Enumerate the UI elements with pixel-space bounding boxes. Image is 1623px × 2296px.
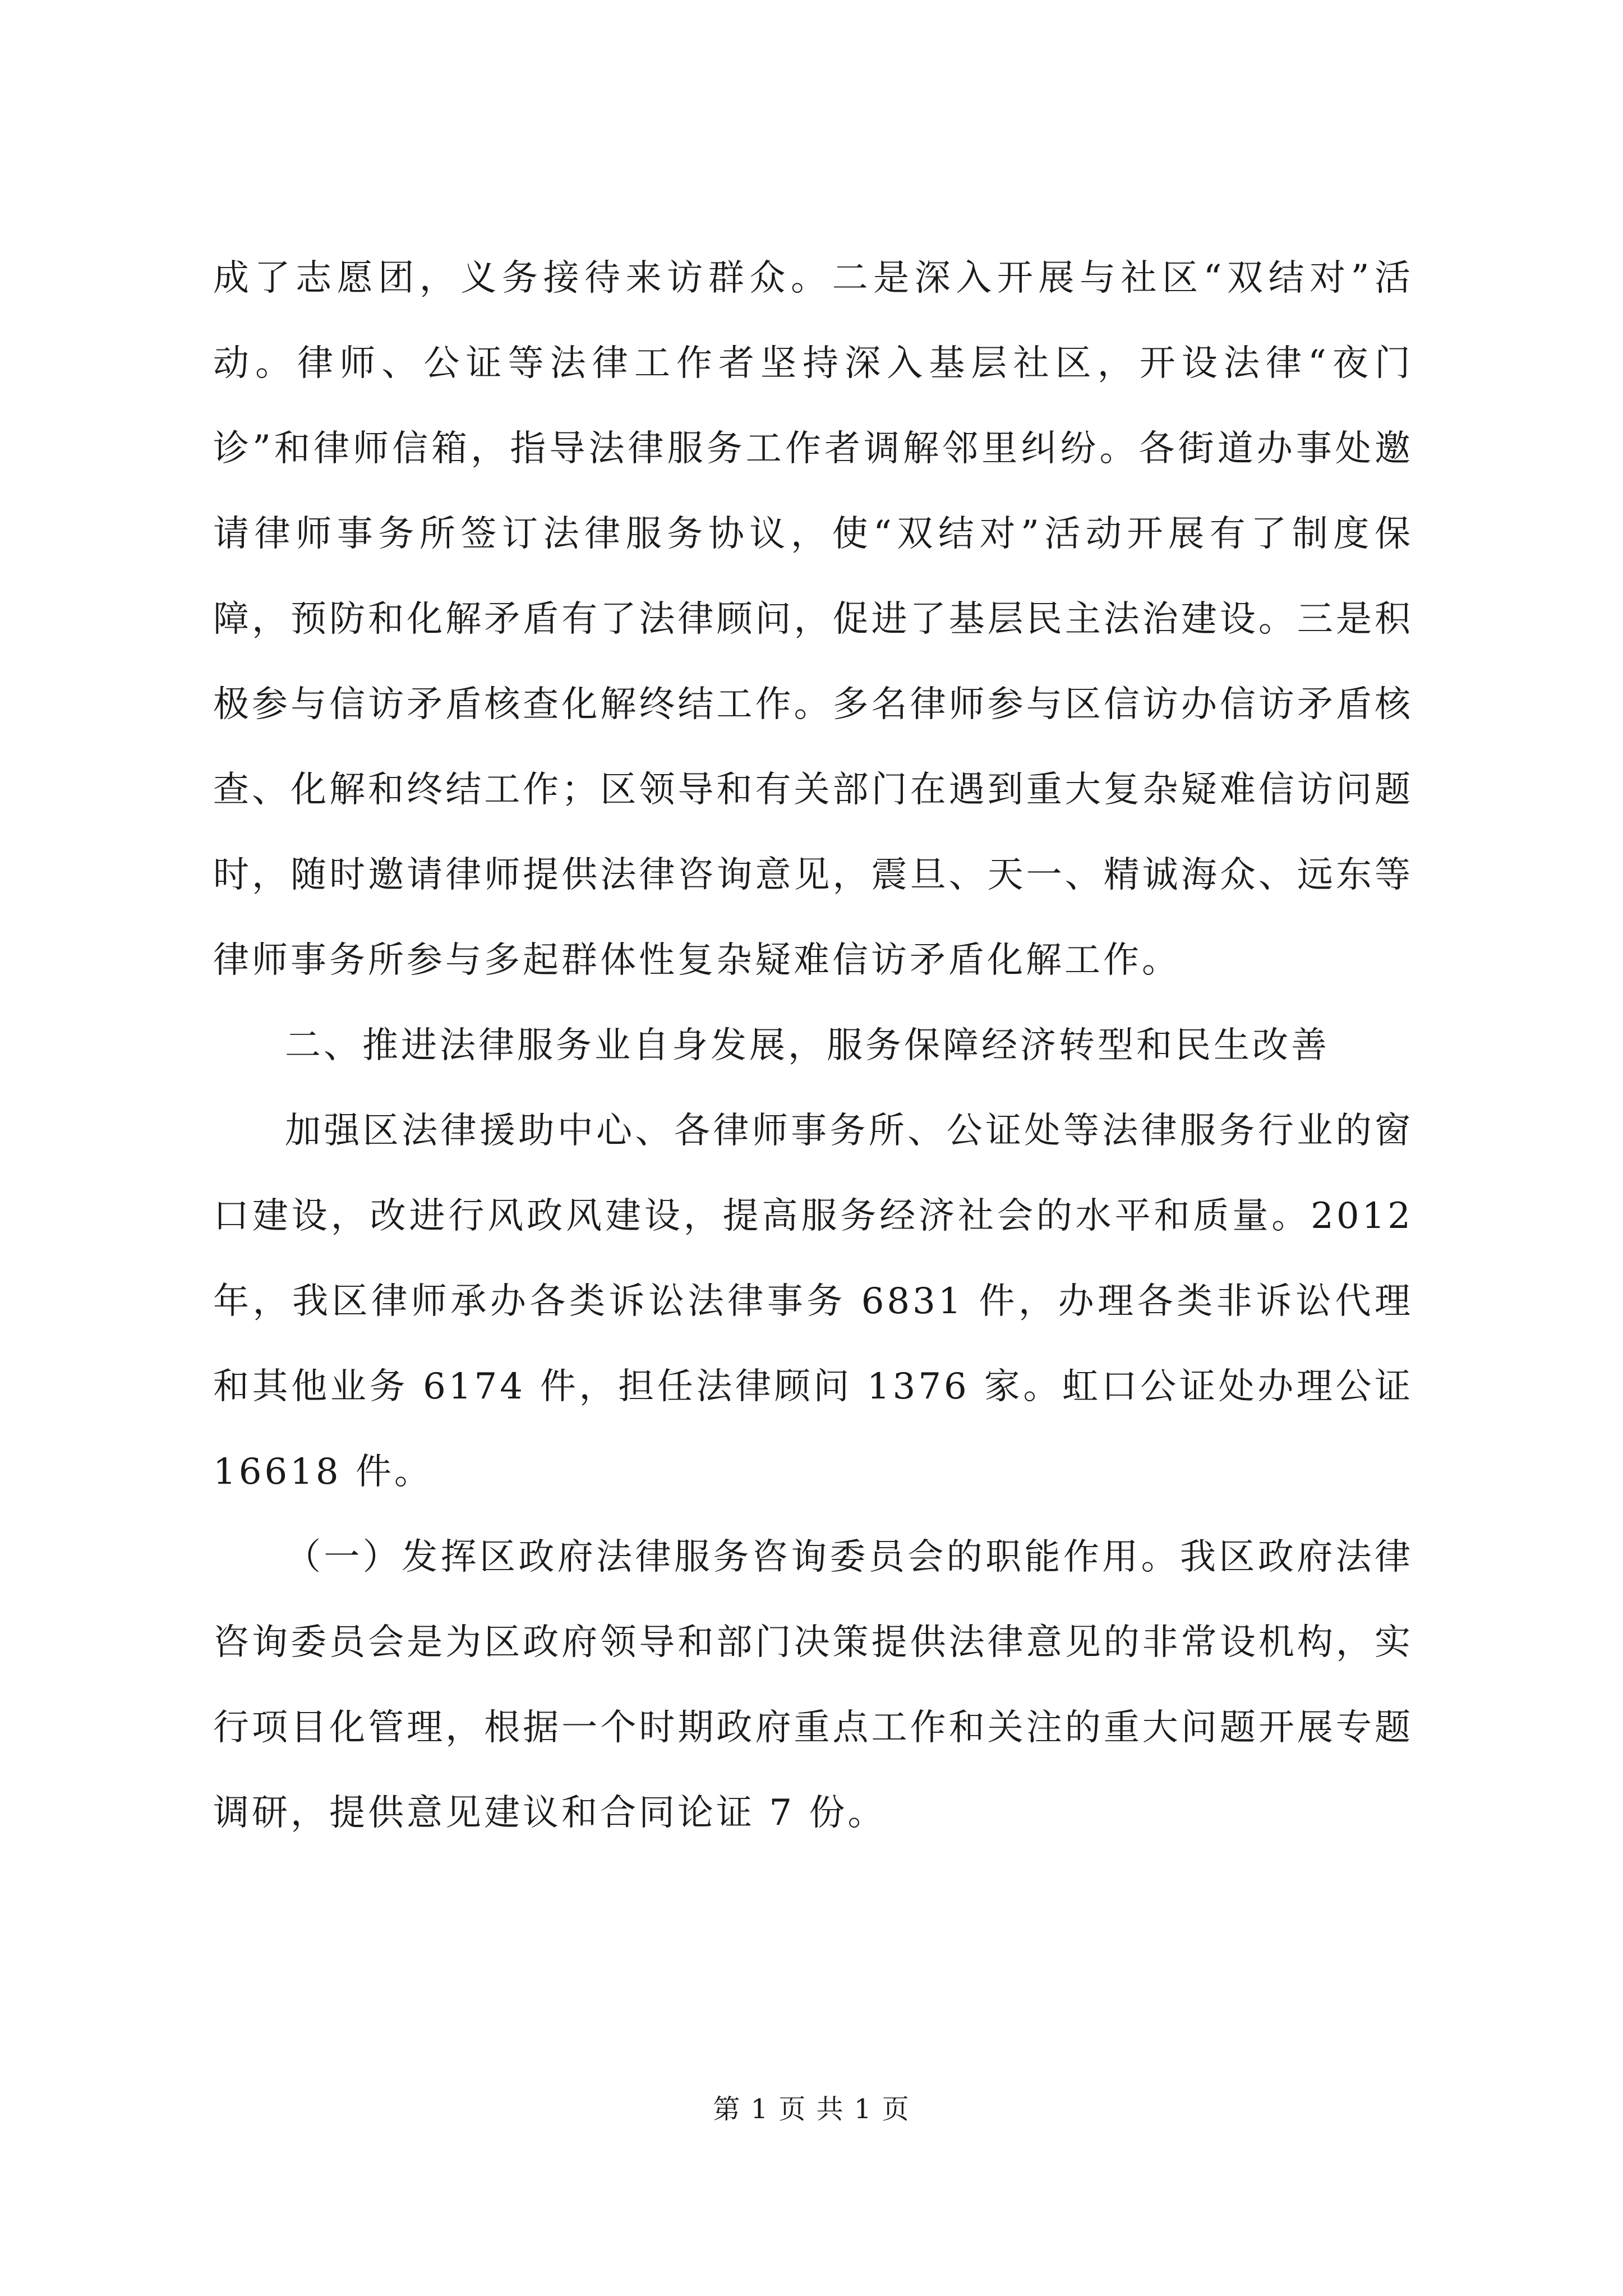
paragraph-consulting-committee: （一）发挥区政府法律服务咨询委员会的职能作用。我区政府法律咨询委员会是为区政府领导和部门决策提供法律意见的非常设机构，实行项目化管理，根据一个时期政府重点工作和关注的重大问题开展专题调研，提供意见建议和合同论证 7 份。 [213,1536,1413,1834]
section-heading-two: 二、推进法律服务业自身发展，服务保障经济转型和民生改善 [285,1025,1330,1066]
document-body [213,236,1413,1856]
page-footer: 第 1 页 共 1 页 [713,2093,910,2125]
paragraph-volunteer-activities: 成了志愿团，义务接待来访群众。二是深入开展与社区“双结对”活动。律师、公证等法律工作者坚持深入基层社区，开设法律“夜门诊”和律师信箱，指导法律服务工作者调解邻里纠纷。各街道办事处邀请律师事务所签订法律服务协议，使“双结对”活动开展有了制度保障，预防和化解矛盾有了法律顾问，促进了基层民主法治建设。三是积极参与信访矛盾核查化解终结工作。多名律师参与区信访办信访矛盾核查、化解和终结工作；区领导和有关部门在遇到重大复杂疑难信访问题时，随时邀请律师提供法律咨询意见，震旦、天一、精诚海众、远东等律师事务所参与多起群体性复杂疑难信访矛盾化解工作。 [213,257,1413,981]
paragraph-service-statistics: 加强区法律援助中心、各律师事务所、公证处等法律服务行业的窗口建设，改进行风政风建设，提高服务经济社会的水平和质量。2012 年，我区律师承办各类诉讼法律事务 6831 件，办理各类非诉讼代理和其他业务 6174 件，担任法律顾问 1376 家。虹口公证处办理公证 16618 件。 [213,1110,1413,1493]
